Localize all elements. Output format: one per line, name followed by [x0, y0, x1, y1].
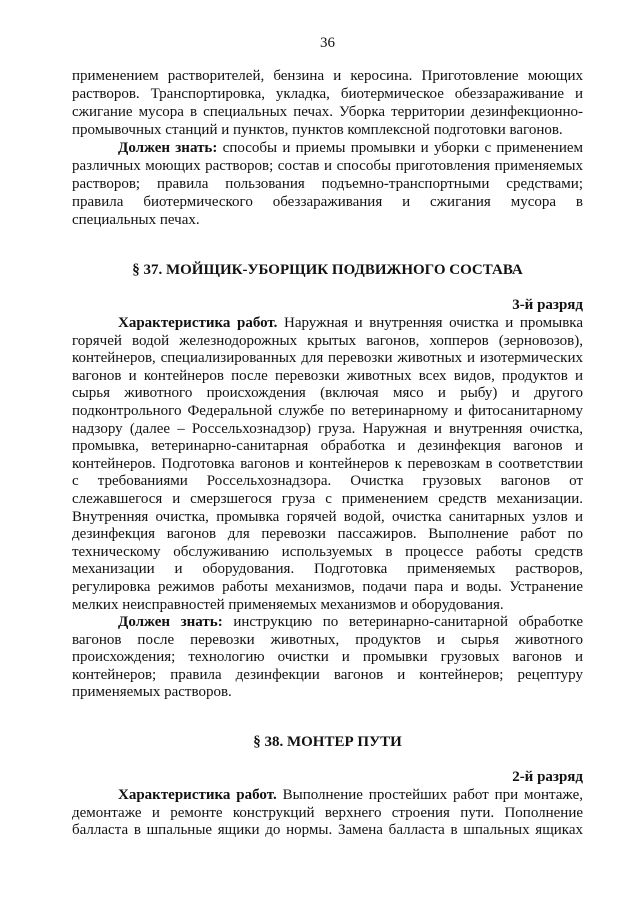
line-text: способы и приемы промывки и уборки с применением [222, 140, 584, 156]
text-line: растворов; правила пользования подъемно-транспортными средствами; [72, 176, 583, 192]
paragraph-work-description [72, 787, 583, 840]
text-line: растворов. Транспортировка, укладка, биотермическое обеззараживание и [72, 86, 583, 102]
lead-term: Должен знать: [118, 140, 218, 156]
grade-label: 3-й разряд [512, 297, 583, 313]
line-text: Наружная и внутренняя очистка и промывка [284, 315, 584, 331]
paragraph-knowledge [72, 139, 583, 229]
text-line: надзору (далее – Россельхознадзор) груза. Наружная и внутренняя очистка, [72, 420, 583, 437]
text-line: техническому обслуживанию используемых в процессе работы средств [72, 543, 583, 560]
page-number: 36 [320, 35, 335, 51]
text-line: контейнеров; правила дезинфекции вагонов и контейнеров; рецептуру [72, 666, 583, 683]
text-line: регулировка режимов работы механизмов, подачи пара и воды. Устранение [72, 578, 583, 595]
text-line: контейнеров, специализированных для перевозки животных и изотермических [72, 350, 583, 367]
text-line [72, 787, 583, 805]
text-line: демонтаже и ремонте конструкций верхнего строения пути. Пополнение [72, 804, 583, 821]
text-line: сырья животного происхождения (включая мясо и рыбу) и другого [72, 385, 583, 402]
lead-term: Должен знать: [118, 614, 223, 631]
text-line: промывка, ветеринарно-санитарная обработка и дезинфекция вагонов и [72, 438, 583, 455]
text-line: подконтрольного Федеральной службе по ветеринарному и фитосанитарному [72, 402, 583, 419]
paragraph-continuation [72, 67, 583, 139]
text-line: специальных печах. [72, 212, 200, 228]
text-line: дезинфекция вагонов для перевозки пассажиров. Выполнение работ по [72, 526, 583, 543]
text-line: механизации и оборудования. Подготовка применяемых растворов, [72, 561, 583, 578]
text-line [72, 614, 583, 632]
paragraph-work-description [72, 315, 583, 614]
intro-section [72, 67, 583, 229]
grade-label: 2-й разряд [512, 769, 583, 785]
text-line: различных моющих растворов; состав и способы приготовления применяемых [72, 158, 583, 174]
text-line: сжигание мусора в специальных печах. Уборка территории дезинфекционно- [72, 104, 583, 120]
text-line: контейнеров. Подготовка вагонов и контейнеров к перевозкам в соответствии [72, 455, 583, 472]
text-line: применяемых растворов. [72, 684, 232, 701]
section-body [72, 315, 583, 702]
text-line: Внутренняя очистка, промывка горячей водой, очистка санитарных узлов и [72, 508, 583, 525]
text-line [72, 315, 583, 333]
text-line: происхождения; технологию очистки и промывки грузовых вагонов и [72, 649, 583, 666]
lead-term: Характеристика работ. [118, 315, 278, 331]
section-heading: § 38. МОНТЕР ПУТИ [253, 734, 402, 750]
text-line: правила биотермического обеззараживания и сжигания мусора в [72, 194, 583, 210]
lead-term: Характеристика работ. [118, 787, 277, 803]
text-line: применением растворителей, бензина и керосина. Приготовление моющих [72, 68, 583, 84]
line-text: инструкцию по ветеринарно-санитарной обработке [233, 614, 583, 631]
text-line: вагонов после перевозки животных, продуктов и сырья животного [72, 631, 583, 648]
text-line: горячей водой железнодорожных крытых вагонов, хопперов (зерновозов), [72, 332, 583, 349]
section-heading: § 37. МОЙЩИК-УБОРЩИК ПОДВИЖНОГО СОСТАВА [132, 262, 523, 278]
text-line: с требованиями Россельхознадзора. Очистка грузовых вагонов от [72, 473, 583, 490]
text-line: промывочных станций и пунктов, пунктов комплексной подготовки вагонов. [72, 122, 563, 138]
paragraph-knowledge [72, 614, 583, 702]
text-line: мелких неисправностей применяемых механизмов и оборудования. [72, 596, 504, 613]
section-body [72, 787, 583, 840]
text-line: балласта в шпальные ящики до нормы. Замена балласта в шпальных ящиках [72, 822, 583, 839]
line-text: Выполнение простейших работ при монтаже, [282, 787, 583, 803]
text-line [72, 139, 583, 157]
text-line: вагонов и контейнеров после перевозки животных всех видов, продуктов и [72, 367, 583, 384]
text-line: слежавшегося и смерзшегося груза с применением средств механизации. [72, 490, 583, 507]
